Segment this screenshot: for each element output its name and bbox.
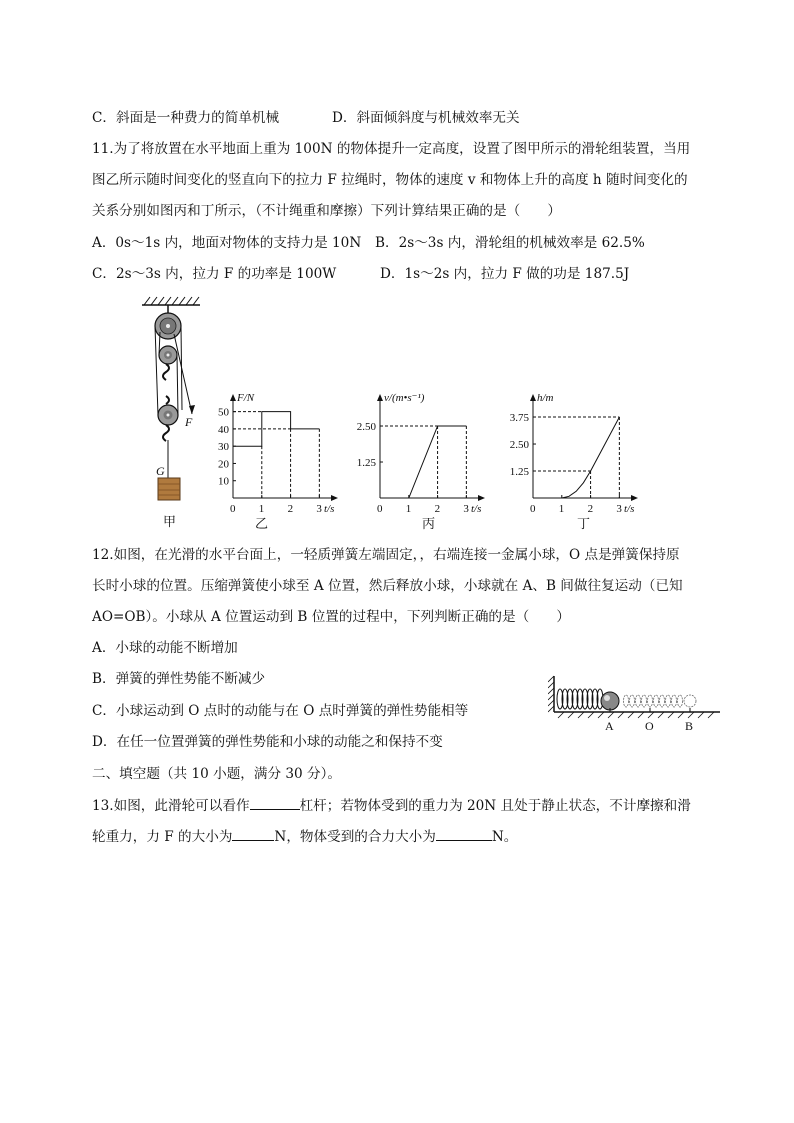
q13-text-2: 杠杆；若物体受到的重力为 20N 且处于静止状态，不计摩擦和滑 bbox=[299, 798, 691, 814]
q11-stem-line-2: 图乙所示随时间变化的竖直向下的拉力 F 拉绳时，物体的速度 v 和物体上升的高度 h 随时间变化的 bbox=[92, 172, 688, 188]
q11-option-a: A．0s～1s 内，地面对物体的支持力是 10N bbox=[92, 235, 362, 251]
y-tick-label: 40 bbox=[218, 423, 229, 436]
x-tick-label: 1 bbox=[405, 503, 412, 515]
y-axis-label: h/m bbox=[537, 392, 554, 404]
q12-option-a: A．小球的动能不断增加 bbox=[92, 640, 238, 656]
x-tick-label: 0 bbox=[230, 503, 236, 515]
q12-option-c: C．小球运动到 O 点时的动能与在 O 点时弹簧的弹性势能相等 bbox=[92, 703, 469, 719]
q11-stem-line-3: 关系分别如图丙和丁所示，（不计绳重和摩擦）下列计算结果正确的是（ ） bbox=[92, 203, 561, 219]
q11-option-d: D．1s～2s 内，拉力 F 做的功是 187.5J bbox=[380, 266, 630, 282]
section-2-title: 二、填空题（共 10 小题，满分 30 分）。 bbox=[92, 766, 341, 782]
weight-label: G bbox=[156, 464, 165, 478]
x-tick-label: 2 bbox=[434, 503, 441, 515]
x-axis-label: t/s bbox=[624, 503, 635, 515]
x-tick-label: 3 bbox=[316, 503, 322, 515]
y-tick-label: 50 bbox=[218, 406, 229, 419]
q13-text-4: N，物体受到的合力大小为 bbox=[274, 829, 436, 845]
height-time-chart bbox=[505, 390, 645, 535]
y-axis-label: F/N bbox=[237, 392, 255, 404]
q12-stem-line-2: 长时小球的位置。压缩弹簧使小球至 A 位置，然后释放小球，小球就在 A、B 间做往复运动（已知 bbox=[92, 578, 683, 594]
x-axis-arrow bbox=[631, 495, 638, 501]
q11-option-c: C．2s～3s 内，拉力 F 的功率是 100W bbox=[92, 266, 337, 282]
q13-line-2 bbox=[92, 826, 517, 847]
point-o-label: O bbox=[645, 719, 654, 733]
y-tick-label: 1.25 bbox=[356, 457, 376, 470]
answer-blank-2[interactable] bbox=[232, 826, 274, 841]
y-axis-arrow bbox=[230, 394, 236, 401]
y-axis-arrow bbox=[530, 394, 536, 401]
x-axis-label: t/s bbox=[324, 503, 335, 515]
y-tick-label: 2.50 bbox=[356, 421, 376, 434]
q12-option-b: B．弹簧的弹性势能不断减少 bbox=[92, 671, 266, 687]
q12-stem-line-3: AO=OB）。小球从 A 位置运动到 B 位置的过程中，下列判断正确的是（ ） bbox=[92, 609, 570, 625]
x-tick-label: 3 bbox=[616, 503, 622, 515]
q10-option-d: D．斜面倾斜度与机械效率无关 bbox=[332, 110, 520, 126]
y-axis-label: v/(m•s⁻¹) bbox=[384, 392, 425, 404]
q13-text-1: 13.如图，此滑轮可以看作 bbox=[92, 798, 250, 814]
y-tick-label: 1.25 bbox=[509, 466, 529, 479]
velocity-time-chart bbox=[352, 390, 492, 535]
y-tick-label: 10 bbox=[218, 475, 229, 488]
x-axis-arrow bbox=[331, 495, 338, 501]
data-line bbox=[380, 426, 466, 498]
q11-option-b: B．2s～3s 内，滑轮组的机械效率是 62.5% bbox=[375, 235, 645, 251]
x-tick-label: 0 bbox=[530, 503, 536, 515]
y-tick-label: 3.75 bbox=[509, 412, 529, 425]
x-tick-label: 2 bbox=[287, 503, 294, 515]
q13-line-1 bbox=[92, 795, 691, 816]
x-tick-label: 2 bbox=[587, 503, 594, 515]
figure-caption-ding: 丁 bbox=[577, 516, 591, 531]
x-tick-label: 3 bbox=[463, 503, 469, 515]
q13-text-3: 轮重力，力 F 的大小为 bbox=[92, 829, 233, 845]
q12-option-d: D．在任一位置弹簧的弹性势能和小球的动能之和保持不变 bbox=[92, 734, 443, 750]
x-tick-label: 1 bbox=[558, 503, 565, 515]
answer-blank-1[interactable] bbox=[250, 795, 300, 810]
y-tick-label: 20 bbox=[218, 458, 229, 471]
q10-option-c: C．斜面是一种费力的简单机械 bbox=[92, 110, 280, 126]
figure-caption-yi: 乙 bbox=[255, 516, 269, 531]
q11-stem-line-1: 11.为了将放置在水平地面上重为 100N 的物体提升一定高度，设置了图甲所示的滑轮组装置，当用 bbox=[92, 141, 691, 157]
y-tick-label: 2.50 bbox=[509, 439, 529, 452]
point-a-label: A bbox=[605, 719, 614, 733]
force-time-chart bbox=[205, 390, 343, 535]
answer-blank-3[interactable] bbox=[436, 826, 492, 841]
x-tick-label: 0 bbox=[377, 503, 383, 515]
y-axis-arrow bbox=[377, 394, 383, 401]
q12-stem-line-1: 12.如图，在光滑的水平台面上，一轻质弹簧左端固定，，右端连接一金属小球，O 点是弹簧保持原 bbox=[92, 547, 680, 563]
point-b-label: B bbox=[685, 719, 694, 733]
figure-caption-jia: 甲 bbox=[163, 514, 177, 529]
spring-ball-figure bbox=[548, 672, 728, 736]
figure-caption-bing: 丙 bbox=[422, 516, 436, 531]
x-axis-label: t/s bbox=[471, 503, 482, 515]
y-tick-label: 30 bbox=[218, 441, 229, 454]
force-label: F bbox=[185, 415, 193, 429]
q13-text-5: N。 bbox=[491, 829, 518, 845]
x-tick-label: 1 bbox=[258, 503, 265, 515]
x-axis-arrow bbox=[478, 495, 485, 501]
data-line bbox=[533, 417, 619, 498]
